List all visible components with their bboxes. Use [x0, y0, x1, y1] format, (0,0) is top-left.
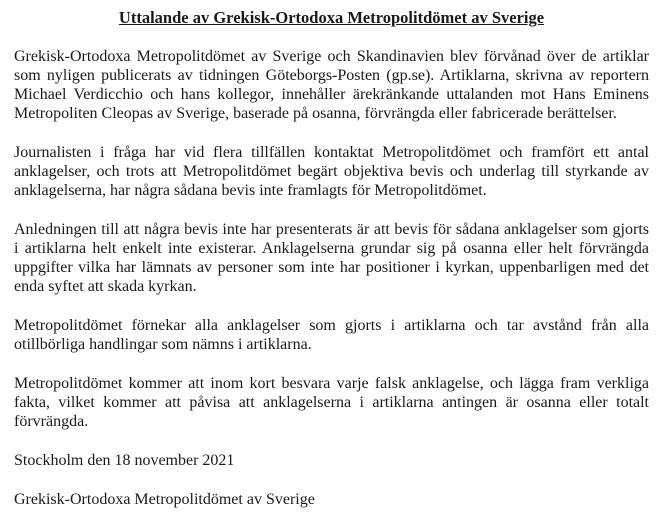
paragraph-3: Anledningen till att några bevis inte har presenterats är att bevis för sådana anklagelser som gjorts i artiklarna helt enkelt inte existerar. Anklagelserna grundar sig på osanna eller helt förvrängda uppgifter vilka har lämnats av personer som inte har positioner i kyrkan, uppenbarligen med det enda syftet att skada kyrkan. [14, 221, 649, 295]
dateline: Stockholm den 18 november 2021 [14, 452, 235, 469]
paragraph-1: Grekisk-Ortodoxa Metropolitdömet av Sverige och Skandinavien blev förvånad över de artiklar som nyligen publicerats av tidningen Göteborgs-Posten (gp.se). Artiklarna, skrivna av reportern Michael Verdicchio och hans kollegor, innehåller ärekränkande uttalanden mot Hans Eminens Metropoliten Cleopas av Sverige, baserade på osanna, förvrängda eller fabricerade berättelser. [14, 48, 649, 122]
document-title: Uttalande av Grekisk-Ortodoxa Metropolitdömet av Sverige [118, 8, 545, 27]
paragraph-2: Journalisten i fråga har vid flera tillfällen kontaktat Metropolitdömet och framfört ett antal anklagelser, och trots att Metropolitdömet begärt objektiva bevis och underlag till styrkande av anklagelserna, har några sådana bevis inte framlagts för Metropolitdömet. [14, 144, 649, 199]
paragraph-5: Metropolitdömet kommer att inom kort besvara varje falsk anklagelse, och lägga fram verkliga fakta, vilket kommer att påvisa att anklagelserna i artiklarna antingen är osanna eller totalt förvrängda. [14, 375, 649, 430]
paragraph-4: Metropolitdömet förnekar alla anklagelser som gjorts i artiklarna och tar avstånd från alla otillbörliga handlingar som nämns i artiklarna. [14, 317, 649, 353]
signature: Grekisk-Ortodoxa Metropolitdömet av Sverige [14, 491, 315, 508]
